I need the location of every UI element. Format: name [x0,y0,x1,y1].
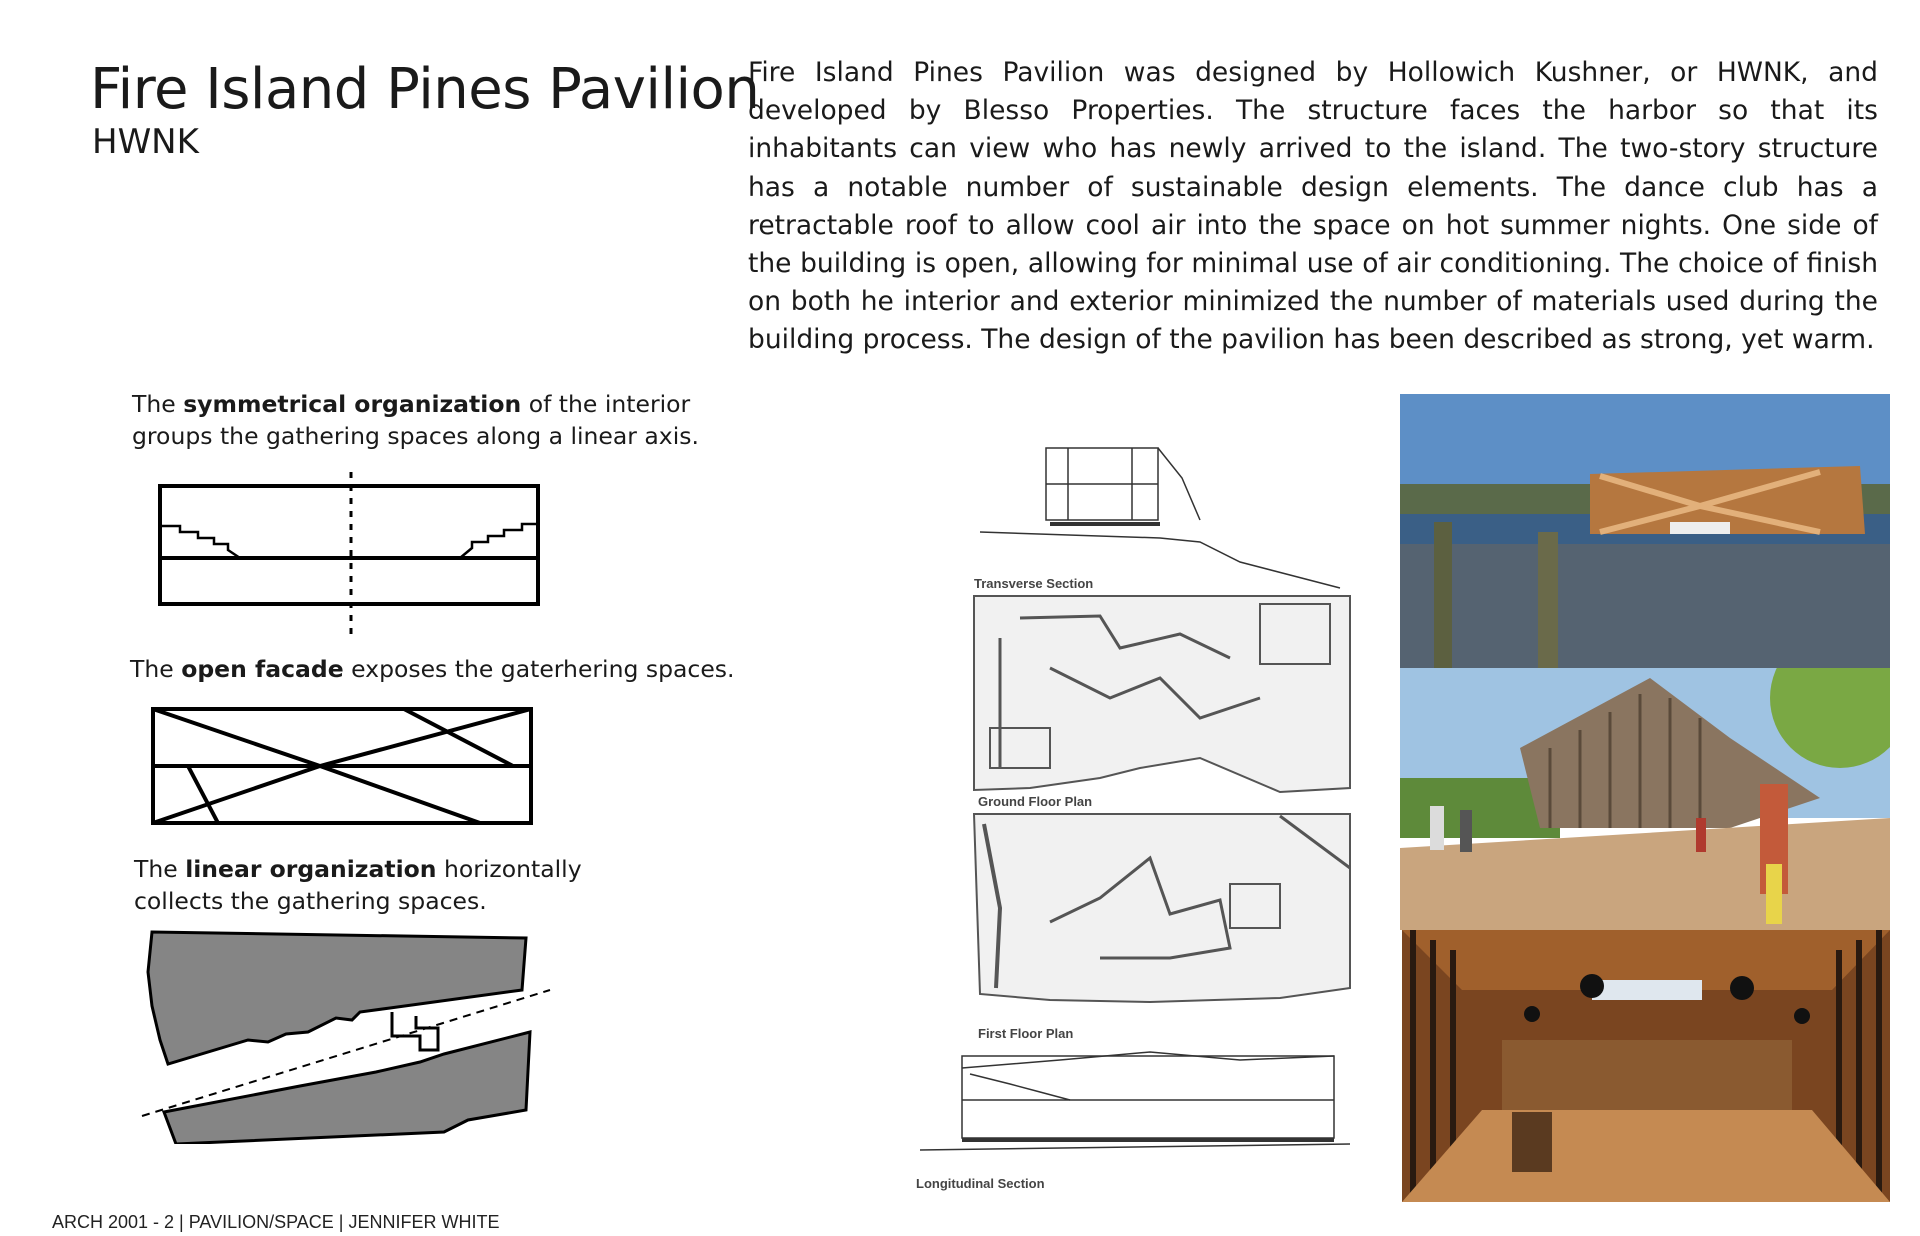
architectural-drawings [900,428,1360,1208]
facade-brace [153,709,320,766]
caption-emphasis: linear organization [185,855,437,883]
transverse-section-drawing [980,448,1340,588]
caption-text: exposes the gaterhering spaces. [343,655,735,683]
ground-line [920,1144,1350,1150]
skylight [1592,980,1702,1000]
facade-brace [153,766,320,823]
diagram-caption-linear [134,853,634,917]
caption-text: The [134,855,186,883]
architect-subtitle: HWNK [92,122,199,162]
stair-rail [1512,1112,1552,1172]
rendering-scene [1400,668,1890,930]
caption-text: The [132,390,184,418]
left-steps [162,526,240,558]
linear-organization-diagram [138,924,558,1144]
section-stair [970,1074,1070,1100]
exterior-rendering-photo [1400,668,1890,930]
facade-brace [320,766,480,823]
transverse-section-label: Transverse Section [974,576,1094,591]
boat [1670,522,1730,534]
plan-outline [974,596,1350,792]
caption-text: of the interior groups the gathering spaces along a linear axis. [132,390,699,450]
exterior-harbor-photo [1400,394,1890,668]
harbor-scene [1400,394,1890,668]
open-facade-diagram [148,704,538,828]
right-steps [460,524,536,558]
plan-outline [974,814,1350,1002]
caption-emphasis: symmetrical organization [183,390,522,418]
wood-floor [1402,1110,1890,1202]
piling [1434,522,1452,668]
section-roof [962,1052,1334,1068]
piling [1538,532,1558,668]
upper-mass [148,932,526,1064]
longitudinal-section-drawing [920,1052,1350,1150]
diagram-caption-symmetrical [132,388,732,452]
caption-text: horizontally collects the gathering spaces. [134,855,582,915]
facade-brace [188,766,218,823]
footer-credit: ARCH 2001 - 2 | PAVILION/SPACE | JENNIFER WHITE [52,1212,500,1232]
reflection [1400,544,1890,668]
first-floor-plan-drawing [974,814,1350,1002]
caption-text: The [130,655,182,683]
interior-club-photo [1402,930,1890,1202]
ground-floor-plan-drawing [974,596,1350,792]
section-volume [962,1056,1334,1138]
symmetrical-organization-diagram [150,468,550,644]
page-title: Fire Island Pines Pavilion [90,57,760,122]
diagram-caption-open-facade [130,653,770,685]
back-wall [1502,1040,1792,1120]
ground-floor-plan-label: Ground Floor Plan [978,794,1093,809]
longitudinal-section-label: Longitudinal Section [916,1176,1045,1191]
first-floor-plan-label: First Floor Plan [978,1026,1074,1041]
section-roof [1158,448,1200,520]
caption-emphasis: open facade [181,655,344,683]
project-description: Fire Island Pines Pavilion was designed by Hollowich Kushner, or HWNK, and developed by Blesso Properties. The structure faces the harbor so that its inhabitants can view who has newly arrived to the island. The two-story structure has a notable number of sustainable design elements. The dance club has a retractable roof to allow cool air into the space on hot summer nights. One side of the building is open, allowing for minimal use of air conditioning. The choice of finish on both he interior and exterior minimized the number of materials used during the building process. The design of the pavilion has been described as strong, yet warm. [748,57,1878,356]
interior-scene [1402,930,1890,1202]
